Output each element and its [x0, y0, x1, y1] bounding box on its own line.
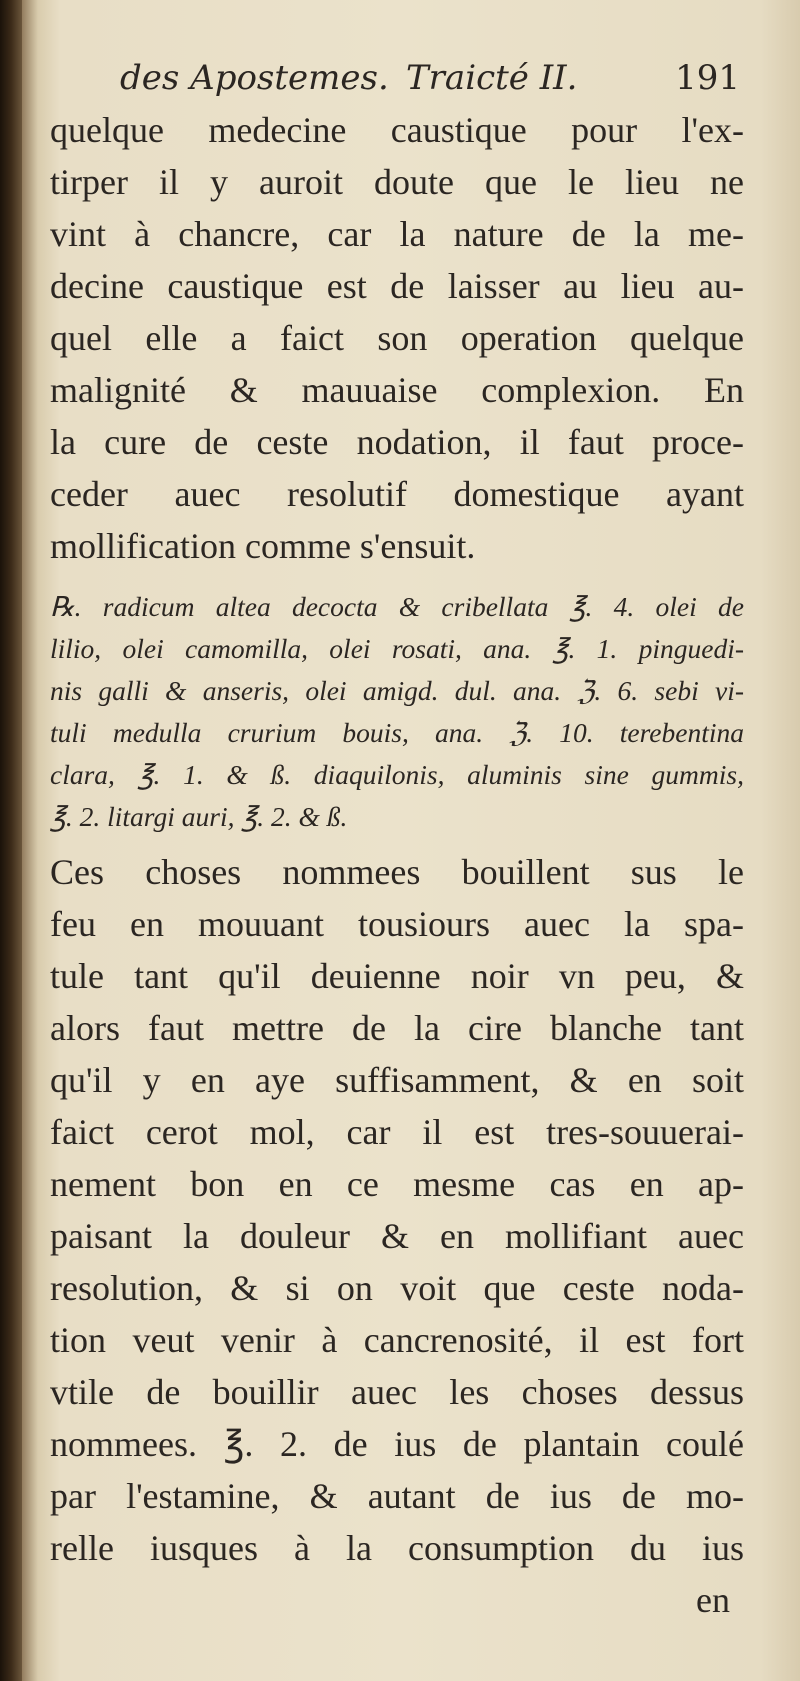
text-line: qu'il y en aye suffisamment, & en soit [50, 1060, 744, 1100]
text-line: quel elle a faict son operation quelque [50, 318, 744, 358]
text-line: par l'estamine, & autant de ius de mo- [50, 1476, 744, 1516]
text-line: faict cerot mol, car il est tres-souuerai- [50, 1112, 744, 1152]
recipe-block [50, 586, 744, 838]
text-line: vtile de bouillir auec les choses dessus [50, 1372, 744, 1412]
text-line: decine caustique est de laisser au lieu au- [50, 266, 744, 306]
text-line: mollification comme s'ensuit. [50, 526, 476, 566]
text-line: quelque medecine caustique pour l'ex- [50, 110, 744, 150]
paragraph-1 [50, 104, 744, 572]
text-line: nommees. ℥. 2. de ius de plantain coulé [50, 1424, 744, 1464]
recipe-line: lilio, olei camomilla, olei rosati, ana. ℥. 1. pinguedi- [50, 633, 744, 664]
text-line: la cure de ceste nodation, il faut proce- [50, 422, 744, 462]
page-number: 191 [675, 58, 740, 98]
text-line: Ces choses nommees bouillent sus le [50, 852, 744, 892]
catchword: en [696, 1580, 730, 1620]
page-text [50, 52, 744, 1626]
text-line: tion veut venir à cancrenosité, il est fort [50, 1320, 744, 1360]
text-line: nement bon en ce mesme cas en ap- [50, 1164, 744, 1204]
text-line: tule tant qu'il deuienne noir vn peu, & [50, 956, 744, 996]
recipe-line: ℞. radicum altea decocta & cribellata ℥. 4. olei de [50, 591, 744, 622]
text-line: alors faut mettre de la cire blanche tant [50, 1008, 744, 1048]
running-head-title: des Apostemes. [120, 58, 389, 98]
text-line: paisant la douleur & en mollifiant auec [50, 1216, 744, 1256]
book-spine [0, 0, 22, 1681]
running-head-treatise: Traicté II. [406, 58, 578, 98]
recipe-line: clara, ℥. 1. & ß. diaquilonis, aluminis sine gummis, [50, 759, 744, 790]
recipe-line: ℥. 2. litargi auri, ℥. 2. & ß. [50, 801, 348, 832]
text-line: feu en mouuant tousiours auec la spa- [50, 904, 744, 944]
recipe-line: tuli medulla crurium bouis, ana. ℨ. 10. terebentina [50, 717, 744, 748]
text-line: vint à chancre, car la nature de la me- [50, 214, 744, 254]
text-line: ceder auec resolutif domestique ayant [50, 474, 744, 514]
running-head [120, 52, 744, 104]
text-line: malignité & mauuaise complexion. En [50, 370, 744, 410]
paragraph-2 [50, 846, 744, 1574]
recipe-line: nis galli & anseris, olei amigd. dul. ana. ℨ. 6. sebi vi- [50, 675, 744, 706]
text-line: resolution, & si on voit que ceste noda- [50, 1268, 744, 1308]
text-line: tirper il y auroit doute que le lieu ne [50, 162, 744, 202]
text-line: relle iusques à la consumption du ius [50, 1528, 744, 1568]
